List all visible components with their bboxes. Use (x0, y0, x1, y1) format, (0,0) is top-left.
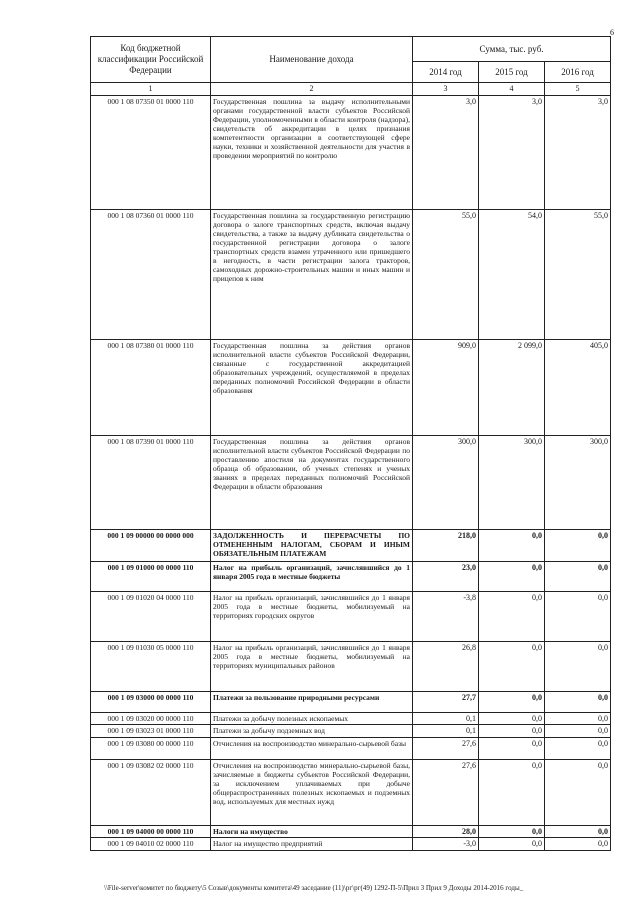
row-value-2016: 300,0 (545, 435, 611, 529)
row-value-2016: 405,0 (545, 339, 611, 435)
row-value-2014: 0,1 (413, 725, 479, 738)
row-value-2015: 0,0 (479, 712, 545, 725)
row-value-2016: 0,0 (545, 825, 611, 838)
row-name: Отчисления на воспроизводство минерально-сырьевой базы, зачисляемые в бюджеты субъектов Российской Федерации, за исключением уплачиваемых при добыче общераспространенных полезных ископаемых и подземных вод, используемых для местных нужд (211, 759, 413, 825)
row-name: Налог на прибыль организаций, зачислявшийся до 1 января 2005 года в местные бюджеты, мобилизуемый на территориях городских округов (211, 591, 413, 641)
page-number: 6 (610, 28, 614, 37)
table-row (91, 725, 611, 738)
table-row (91, 561, 611, 591)
row-name: Налоги на имущество (211, 825, 413, 838)
table-row (91, 435, 611, 529)
row-value-2016: 0,0 (545, 591, 611, 641)
row-value-2015: 0,0 (479, 725, 545, 738)
row-value-2014: 27,7 (413, 691, 479, 712)
row-value-2016: 0,0 (545, 641, 611, 691)
row-code: 000 1 09 01030 05 0000 110 (91, 641, 211, 691)
table-row (91, 759, 611, 825)
row-code: 000 1 08 07390 01 0000 110 (91, 435, 211, 529)
income-table (90, 36, 611, 851)
row-code: 000 1 09 04000 00 0000 110 (91, 825, 211, 838)
row-code: 000 1 09 03023 01 0000 110 (91, 725, 211, 738)
row-value-2015: 54,0 (479, 209, 545, 339)
row-value-2014: 27,6 (413, 737, 479, 759)
row-name: ЗАДОЛЖЕННОСТЬ И ПЕРЕРАСЧЕТЫ ПО ОТМЕНЕННЫМ НАЛОГАМ, СБОРАМ И ИНЫМ ОБЯЗАТЕЛЬНЫМ ПЛАТЕЖАМ (211, 529, 413, 561)
row-name: Налог на прибыль организаций, зачислявшийся до 1 января 2005 года в местные бюджеты (211, 561, 413, 591)
row-code: 000 1 08 07380 01 0000 110 (91, 339, 211, 435)
row-code: 000 1 08 07360 01 0000 110 (91, 209, 211, 339)
table-row (91, 339, 611, 435)
row-value-2016: 0,0 (545, 737, 611, 759)
row-value-2015: 0,0 (479, 691, 545, 712)
table-row (91, 838, 611, 851)
row-name: Государственная пошлина за действия органов исполнительной власти субъектов Российской Федерации по проставлению апостиля на документах государственного образца об образовании, об ученых степенях и ученых званиях в пределах переданных полномочий Российской Федерации в области образования (211, 435, 413, 529)
header-code: Код бюджетной классификации Российской Федерации (91, 37, 211, 83)
row-code: 000 1 09 04010 02 0000 110 (91, 838, 211, 851)
column-number: 5 (545, 83, 611, 96)
row-code: 000 1 09 03020 00 0000 110 (91, 712, 211, 725)
row-name: Государственная пошлина за государственную регистрацию договора о залоге транспортных средств, включая выдачу свидетельства, а также за выдачу дубликата свидетельства о государственной регистрации договора о залоге транспортных средств взамен утраченного или пришедшего в негодность, в части регистрации залога тракторов, самоходных дорожно-строительных машин и иных машин и прицепов к ним (211, 209, 413, 339)
row-name: Государственная пошлина за действия органов исполнительной власти субъектов Российской Федерации, связанные с государственной аккредитацией образовательных учреждений, осуществляемой в пределах переданных полномочий Российской Федерации в области образования (211, 339, 413, 435)
row-value-2015: 300,0 (479, 435, 545, 529)
column-number: 1 (91, 83, 211, 96)
row-value-2014: -3,0 (413, 838, 479, 851)
table-row (91, 529, 611, 561)
table-body (91, 95, 611, 850)
row-value-2016: 0,0 (545, 712, 611, 725)
row-value-2014: 300,0 (413, 435, 479, 529)
row-value-2016: 0,0 (545, 561, 611, 591)
income-table-wrapper (90, 36, 610, 851)
table-row (91, 591, 611, 641)
header-year-2015: 2015 год (479, 62, 545, 83)
row-value-2015: 0,0 (479, 561, 545, 591)
row-name: Отчисления на воспроизводство минерально-сырьевой базы (211, 737, 413, 759)
row-name: Налог на имущество предприятий (211, 838, 413, 851)
row-value-2015: 0,0 (479, 759, 545, 825)
row-code: 000 1 09 01000 00 0000 110 (91, 561, 211, 591)
row-value-2014: 3,0 (413, 95, 479, 209)
row-value-2015: 0,0 (479, 838, 545, 851)
row-code: 000 1 09 03080 00 0000 110 (91, 737, 211, 759)
row-value-2016: 55,0 (545, 209, 611, 339)
row-value-2014: 909,0 (413, 339, 479, 435)
row-value-2014: 0,1 (413, 712, 479, 725)
column-number: 4 (479, 83, 545, 96)
row-value-2016: 3,0 (545, 95, 611, 209)
row-value-2015: 0,0 (479, 591, 545, 641)
header-sum: Сумма, тыс. руб. (413, 37, 611, 62)
row-value-2015: 0,0 (479, 529, 545, 561)
row-name: Платежи за пользование природными ресурсами (211, 691, 413, 712)
table-row (91, 641, 611, 691)
row-value-2014: -3,8 (413, 591, 479, 641)
row-value-2015: 2 099,0 (479, 339, 545, 435)
row-value-2016: 0,0 (545, 691, 611, 712)
row-value-2015: 0,0 (479, 737, 545, 759)
table-row (91, 737, 611, 759)
row-name: Налог на прибыль организаций, зачислявшийся до 1 января 2005 года в местные бюджеты, мобилизуемый на территориях муниципальных районов (211, 641, 413, 691)
table-row (91, 825, 611, 838)
header-year-2014: 2014 год (413, 62, 479, 83)
row-code: 000 1 09 01020 04 0000 110 (91, 591, 211, 641)
table-row (91, 209, 611, 339)
table-row (91, 712, 611, 725)
row-code: 000 1 08 07350 01 0000 110 (91, 95, 211, 209)
table-row (91, 95, 611, 209)
row-value-2014: 55,0 (413, 209, 479, 339)
row-value-2015: 0,0 (479, 825, 545, 838)
row-value-2014: 218,0 (413, 529, 479, 561)
row-value-2015: 3,0 (479, 95, 545, 209)
row-value-2014: 27,6 (413, 759, 479, 825)
column-number: 3 (413, 83, 479, 96)
row-name: Государственная пошлина за выдачу исполнительными органами государственной власти субъектов Российской Федерации, уполномоченными в области контроля (надзора), свидетельств об аккредитации в целях признания компетентности организации в соответствующей сфере науки, техники и хозяйственной деятельности для участия в проведении мероприятий по контролю (211, 95, 413, 209)
row-value-2016: 0,0 (545, 759, 611, 825)
file-path-footer: \\File-server\комитет по бюджету\5 Созыв\документы комитета\49 заседание (11)\рг\рг(49) 1292-П-5\Прил 3 Прил 9 Доходы 2014-2016 годы_ (104, 884, 524, 892)
header-year-2016: 2016 год (545, 62, 611, 83)
row-code: 000 1 09 03082 02 0000 110 (91, 759, 211, 825)
row-name: Платежи за добычу подземных вод (211, 725, 413, 738)
table-row (91, 691, 611, 712)
header-name: Наименование дохода (211, 37, 413, 83)
row-value-2014: 26,8 (413, 641, 479, 691)
row-value-2016: 0,0 (545, 838, 611, 851)
row-name: Платежи за добычу полезных ископаемых (211, 712, 413, 725)
row-value-2014: 23,0 (413, 561, 479, 591)
row-value-2016: 0,0 (545, 529, 611, 561)
row-value-2014: 28,0 (413, 825, 479, 838)
row-code: 000 1 09 00000 00 0000 000 (91, 529, 211, 561)
row-value-2016: 0,0 (545, 725, 611, 738)
column-number: 2 (211, 83, 413, 96)
row-value-2015: 0,0 (479, 641, 545, 691)
row-code: 000 1 09 03000 00 0000 110 (91, 691, 211, 712)
